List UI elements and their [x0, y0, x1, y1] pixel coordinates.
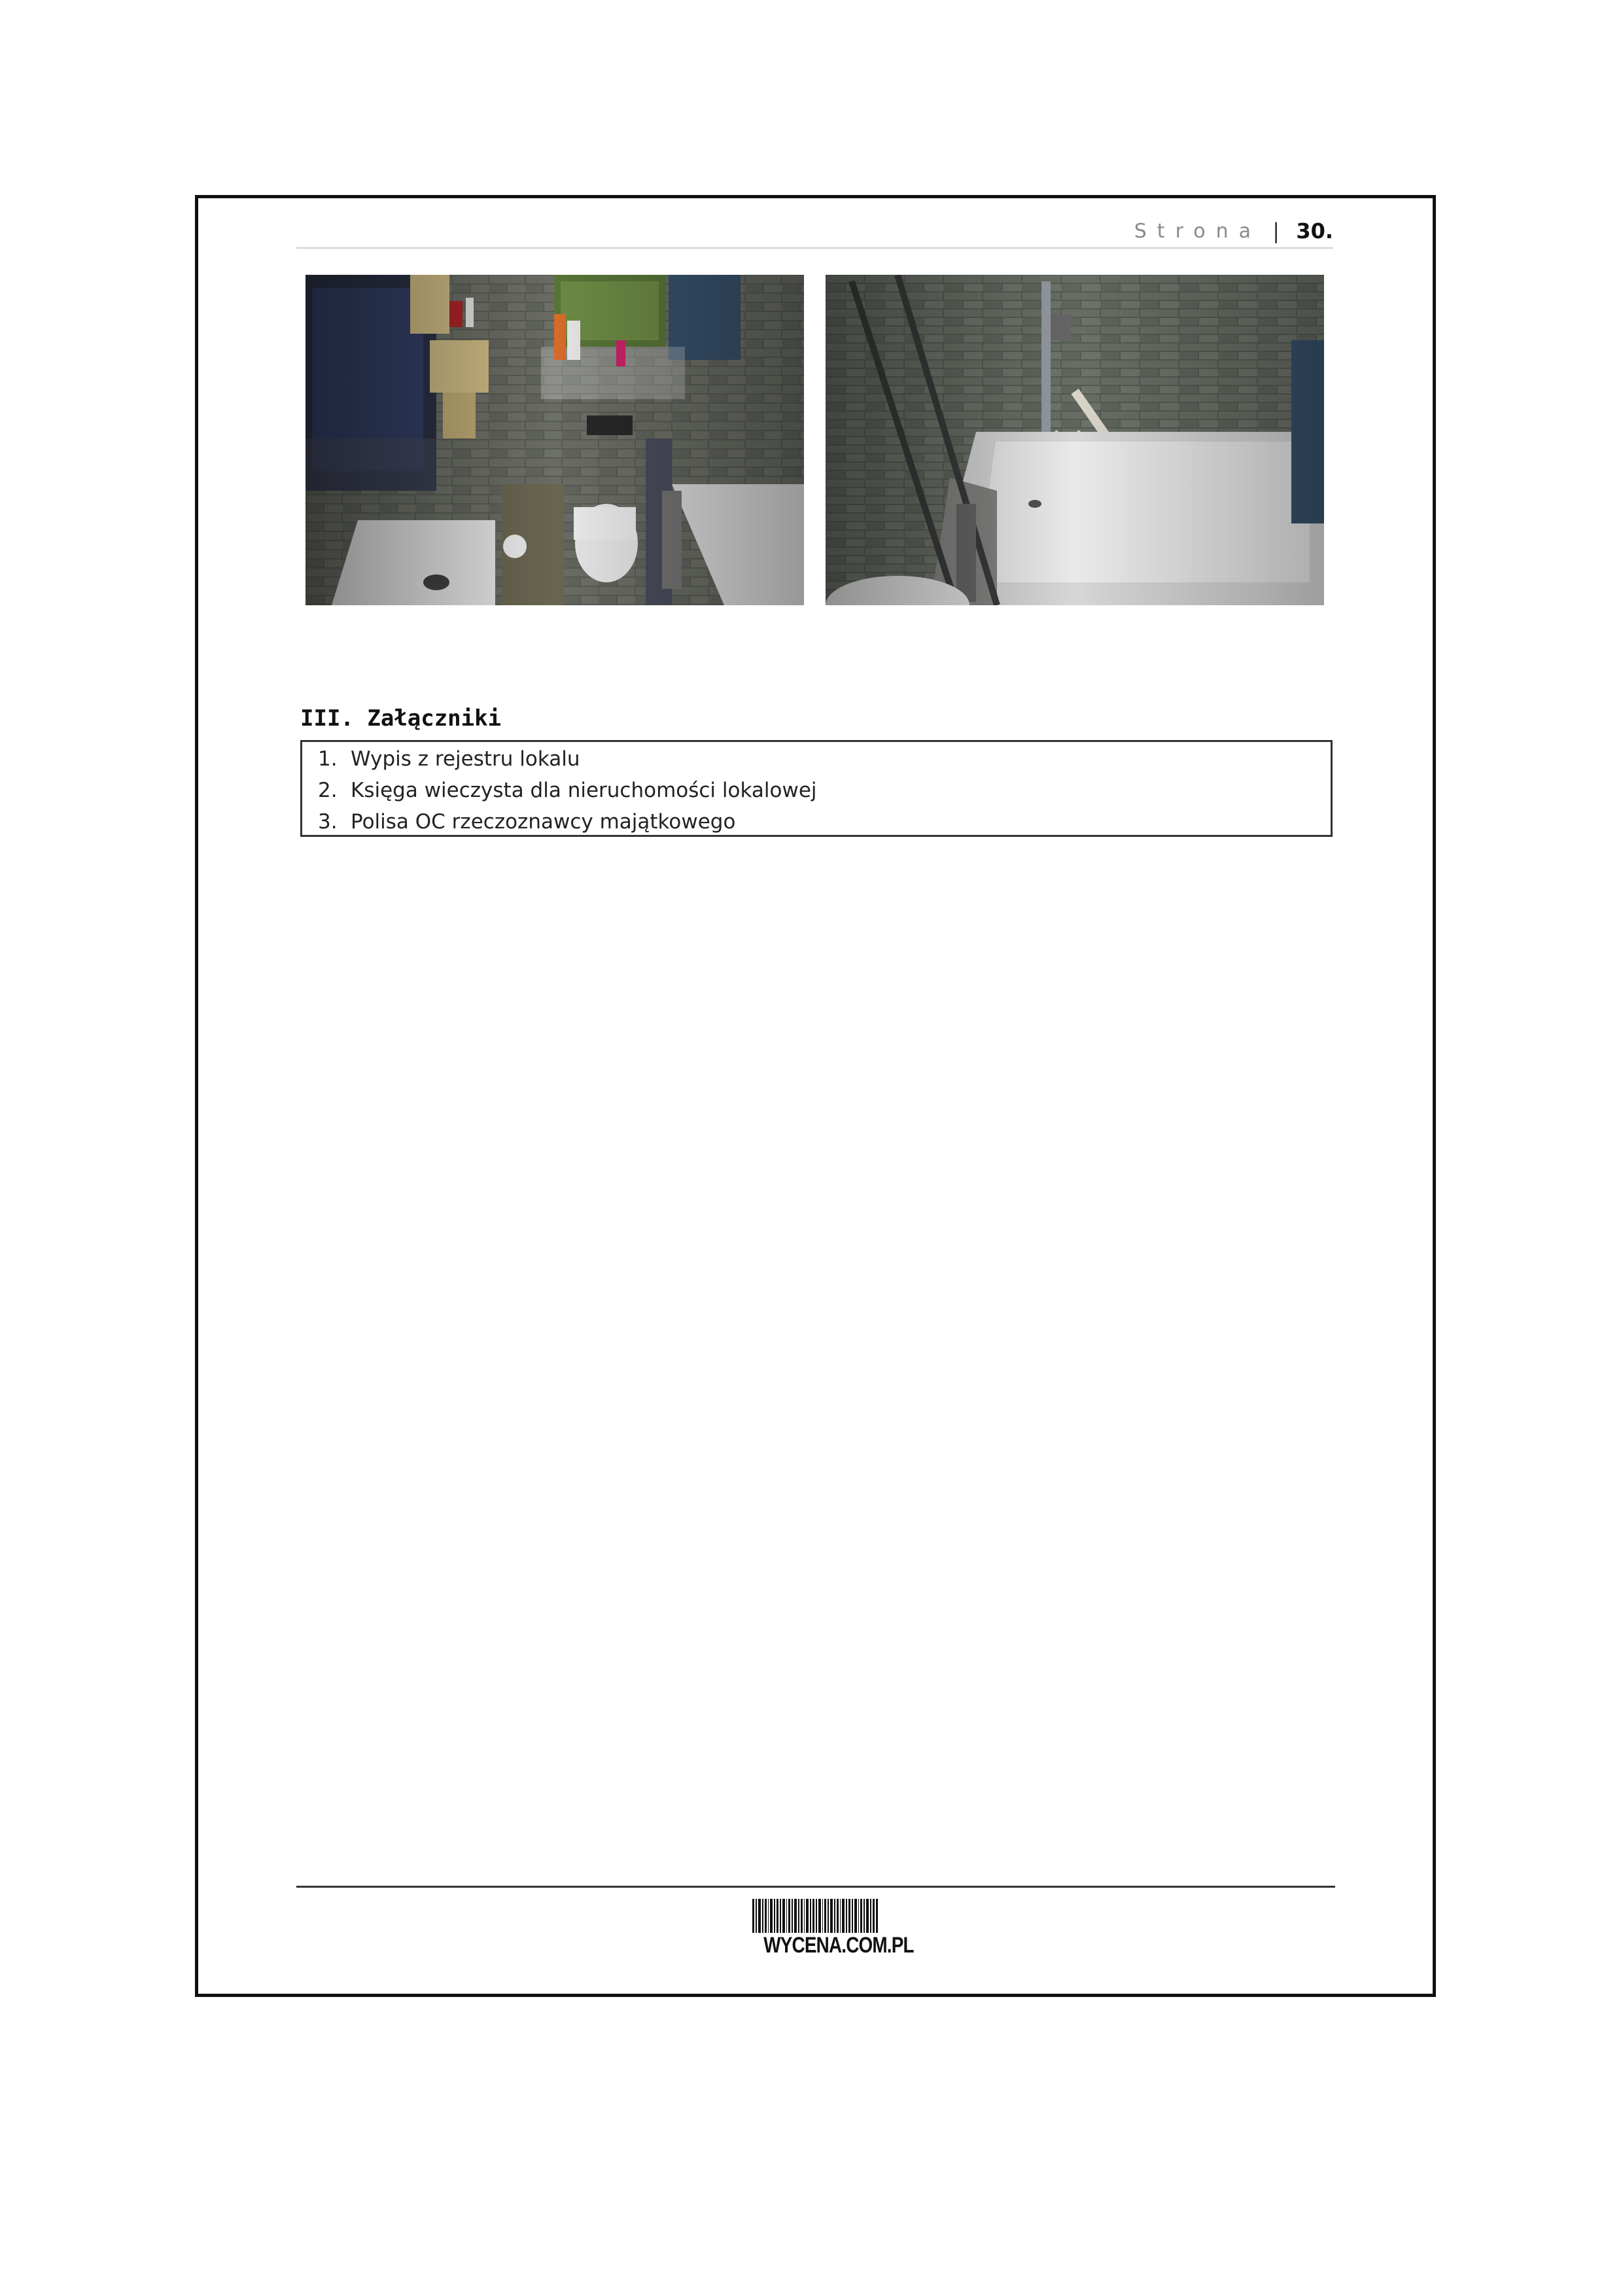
footer-divider: [296, 1886, 1335, 1888]
footer-logo: [752, 1899, 914, 1964]
list-item: [302, 775, 1331, 806]
list-item-number: 3.: [318, 810, 338, 834]
attachments-list: [300, 740, 1333, 837]
list-item-number: 1.: [318, 747, 338, 771]
section-title: III. Załączniki: [300, 705, 502, 732]
page-number: 30.: [1296, 219, 1333, 243]
list-item-label: Księga wieczysta dla nieruchomości lokalowej: [351, 779, 817, 802]
page-separator: |: [1272, 219, 1280, 243]
list-item-label: Polisa OC rzeczoznawcy majątkowego: [351, 810, 736, 834]
logo-text: WYCENA.COM.PL: [763, 1933, 914, 1958]
bathroom-photo-washbasin-toilet: [305, 275, 804, 605]
list-item: [302, 743, 1331, 775]
page-header: [296, 217, 1333, 249]
page-label: Strona: [1134, 220, 1261, 243]
list-item-number: 2.: [318, 779, 338, 802]
barcode-icon: [752, 1899, 878, 1933]
bathroom-photo-bathtub: [826, 275, 1324, 605]
list-item-label: Wypis z rejestru lokalu: [351, 747, 580, 771]
list-item: [302, 806, 1331, 838]
